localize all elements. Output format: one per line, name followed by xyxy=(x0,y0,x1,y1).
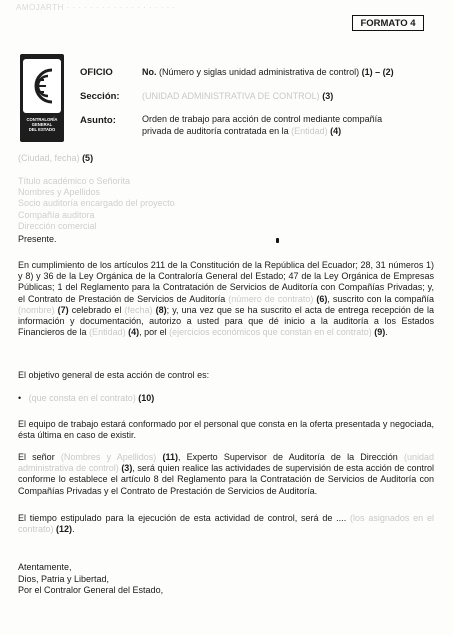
closing-line-1: Atentamente, xyxy=(18,562,72,572)
oficio-no: No. xyxy=(142,67,157,77)
p1-text-e: , por el xyxy=(139,327,167,338)
city-date-ref: (5) xyxy=(82,153,94,163)
paragraph-mandate xyxy=(18,260,434,338)
asunto-label: Asunto: xyxy=(80,115,116,126)
p1-text-b: , suscrito con la compañía xyxy=(327,293,434,304)
senor-text-b: , Experto Supervisor de Auditoría de la Dirección xyxy=(177,452,398,462)
objective-bullet xyxy=(18,393,154,403)
oficio-ref: (1) – (2) xyxy=(361,67,394,77)
p1-text-f: . xyxy=(385,327,388,338)
senor-ref-11: (11) xyxy=(162,452,178,462)
asunto-line-2-text: privada de auditoría contratada en la xyxy=(142,125,289,136)
senor-text-a: El señor xyxy=(18,452,55,462)
p1-ref-4: (4) xyxy=(128,327,140,338)
p1-periods-placeholder: (ejercicios económicos que constan en el contrato) xyxy=(169,327,372,338)
objective-intro: El objetivo general de esta acción de control es: xyxy=(18,370,210,380)
logo-line-3: DEL ESTADO xyxy=(28,127,56,132)
p1-text-d: ; y, una vez que se ha suscrito el acta de entrega recepción de la información y documentación, autorizo a usted para que dé inicio a la auditoría a los Estados Financieros de la xyxy=(18,304,434,338)
city-date xyxy=(18,153,93,165)
cge-emblem-icon xyxy=(22,58,62,114)
seccion-placeholder: (UNIDAD ADMINISTRATIVA DE CONTROL) xyxy=(142,91,320,101)
asunto-placeholder: (Entidad) xyxy=(291,125,328,136)
oficio-number xyxy=(142,67,394,79)
p1-name-placeholder: (nombre) xyxy=(18,304,55,315)
p1-ref-9: (9) xyxy=(374,327,386,338)
senor-text-c: , será quien realice las actividades de supervisión de esta acción de control conforme lo establece el artículo 8 del Reglamento para la Contratación de Servicios de Auditoría con Compañías Privadas y el Contrato de Prestación de Servicios de Auditoría. xyxy=(18,463,434,496)
addressee-name: Nombres y Apellidos xyxy=(18,187,101,198)
p1-contract-placeholder: (número de contrato) xyxy=(228,293,314,304)
paragraph-team: El equipo de trabajo estará conformado por el personal que consta en la oferta presentada y negociada, ésta última en caso de existir. xyxy=(18,419,434,441)
paragraph-time xyxy=(18,513,434,535)
bullet-ref: (10) xyxy=(138,393,155,403)
senor-ref-3: (3) xyxy=(121,463,133,474)
logo-caption xyxy=(20,117,64,132)
addressee-address: Dirección comercial xyxy=(18,220,97,231)
p1-entity-placeholder: (Entidad) xyxy=(89,327,126,338)
tiempo-placeholder: (los asignados en el contrato) xyxy=(18,513,434,535)
asunto-ref: (4) xyxy=(330,125,342,136)
bullet-placeholder: (que consta en el contrato) xyxy=(28,393,136,403)
asunto-line-1: Orden de trabajo para acción de control mediante compañía xyxy=(142,114,383,124)
faint-header: AMOJARTH · · · · · · · · · · · · · · · · · · · xyxy=(16,3,176,12)
bullet-symbol: • xyxy=(18,393,22,403)
addressee-company: Compañía auditora xyxy=(18,209,95,220)
closing-line-2: Dios, Patria y Libertad, xyxy=(18,573,110,584)
p1-text-a: En cumplimiento de los artículos 211 de la Constitución de la República del Ecuador; 28, 31 números 1) y 8) y 36 de la Ley Orgánica de la Contraloría General del Estado; 47 de la Ley Orgánica de Empresas Públicas; 1 del Reglamento para la Contratación de Servicios de Auditoría con Compañías Privadas; y, el Contrato de Prestación de Servicios de Auditoría xyxy=(18,260,434,304)
tiempo-text-b: . xyxy=(72,524,75,535)
addressee-block xyxy=(18,176,175,232)
city-date-placeholder: (Ciudad, fecha) xyxy=(18,153,80,163)
closing-line-3: Por el Contralor General del Estado, xyxy=(18,585,164,595)
seccion-label: Sección: xyxy=(80,91,120,102)
addressee-title: Título académico o Señorita xyxy=(18,176,131,186)
oficio-label: OFICIO xyxy=(80,67,113,78)
ink-dot xyxy=(276,238,279,243)
p1-text-c: celebrado el xyxy=(71,304,122,315)
asunto-value xyxy=(142,114,432,137)
p1-ref-6: (6) xyxy=(316,293,328,304)
paragraph-supervisor xyxy=(18,452,434,497)
oficio-value: (Número y siglas unidad administrativa de control) xyxy=(159,67,360,77)
cge-logo xyxy=(20,54,64,142)
tiempo-text-a: El tiempo estipulado para la ejecución de esta actividad de control, será de .... xyxy=(18,513,347,523)
tiempo-ref-12: (12) xyxy=(56,524,73,535)
asunto-line-2 xyxy=(142,126,432,138)
logo-line-2: GENERAL xyxy=(31,122,53,127)
seccion-value xyxy=(142,91,333,103)
p1-ref-7: (7) xyxy=(57,304,69,315)
p1-date-placeholder: (fecha) xyxy=(124,304,153,315)
seccion-ref: (3) xyxy=(322,91,334,101)
formato-label: FORMATO 4 xyxy=(352,15,424,31)
senor-unit-placeholder: (unidad administrativa de control) xyxy=(18,452,434,474)
addressee-partner: Socio auditoría encargado del proyecto xyxy=(18,198,175,209)
p1-ref-8: (8) xyxy=(155,304,167,315)
logo-line-1: CONTRALORÍA xyxy=(26,117,58,122)
closing-block xyxy=(18,562,163,597)
presente: Presente. xyxy=(18,234,57,244)
senor-name-placeholder: (Nombres y Apellidos) xyxy=(60,452,157,462)
